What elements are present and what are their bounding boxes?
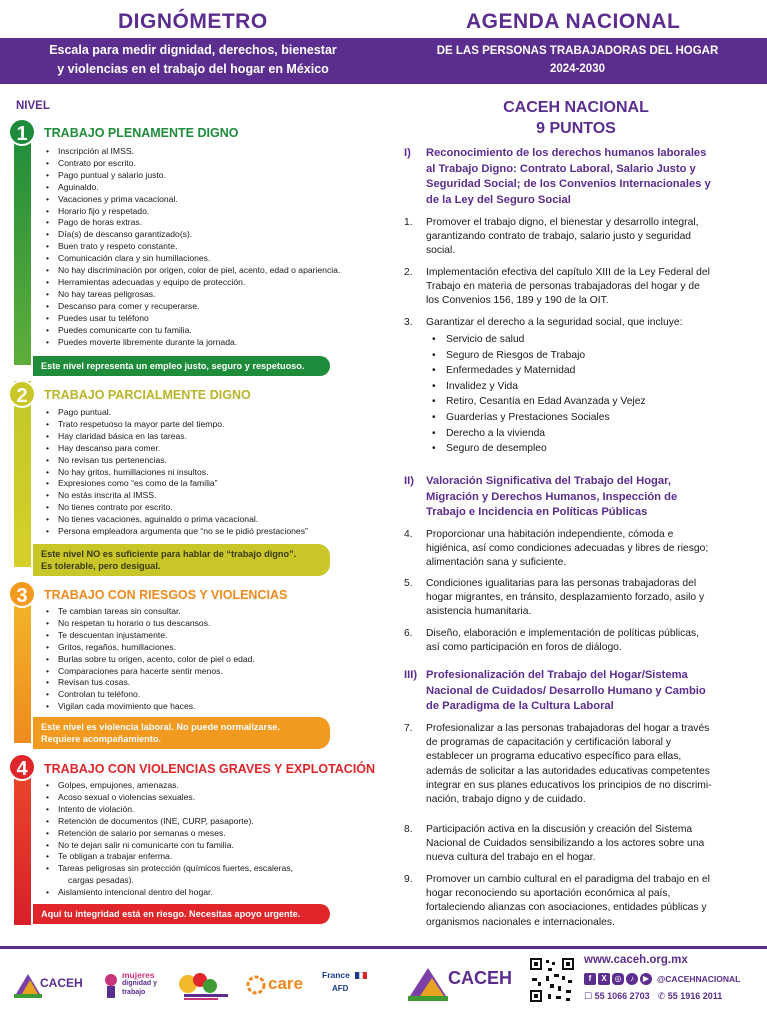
list-item: • Herramientas adecuadas y equipo de protección. [46,277,340,289]
list-item: • No estás inscrita al IMSS. [46,490,308,502]
level-2-bar [14,381,31,567]
list-item: • No revisan tus pertenencias. [46,455,308,467]
phone-icon: ☐ [584,991,595,1001]
agenda-point-5 [404,577,744,620]
point-number: 3. [404,317,413,328]
afd-logo-text: AFD [332,984,349,993]
social-icons [584,972,740,986]
list-item: • Acoso sexual o violencias sexuales. [46,792,293,804]
list-item: • Seguro de Riesgos de Trabajo [432,348,646,364]
list-item: • Persona empleadora argumenta que “no se le pidió prestaciones” [46,526,308,538]
list-item: • No te dejan salir ni comunicarte con tu familia. [46,840,293,852]
point-line: además de solicitar a las autoridades educativas competentes [426,765,710,777]
point-number: 6. [404,628,413,639]
list-item: • Gritos, regaños, humillaciones. [46,642,255,654]
list-item: • Revisan tus cosas. [46,677,255,689]
section-line: Seguridad Social; de los Convenios Internacionales y [426,178,711,191]
list-item: • Invalidez y Vida [432,379,646,395]
list-item: • Pago puntual. [46,407,308,419]
qr-code-icon[interactable] [528,956,576,1004]
point-line: Implementación efectiva del capítulo XIII de la Ley Federal del [426,267,710,278]
agenda-title: AGENDA NACIONAL [466,10,681,33]
list-item: • Descanso para comer y recuperarse. [46,301,340,313]
point-line: nueva cultura del trabajo en el hogar. [426,852,596,864]
level-2-number: 2 [8,380,36,408]
agenda-point-6 [404,627,744,655]
point-line: nación, trabajo digno y de cuidado. [426,794,586,806]
agenda-point-8 [404,823,744,866]
social-security-list [432,332,646,457]
point-number: 7. [404,723,413,734]
point-line: alimentación sana y suficiente. [426,557,567,569]
point-line: Garantizar el derecho a la seguridad social, que incluye: [426,317,683,328]
list-item: • Contrato por escrito. [46,158,340,170]
callout-line: Requiere acompañamiento. [41,734,161,744]
agenda-heading-2: 9 PUNTOS [536,120,616,137]
list-item: • Hay descanso para comer. [46,443,308,455]
point-number: 5. [404,578,413,589]
section-line: Nacional de Cuidados/ Desarrollo Humano y Cambio [426,684,706,697]
list-item: • Burlas sobre tu origen, acento, color de piel o edad. [46,654,255,666]
section-numeral: III) [404,669,418,681]
level-3-list [46,606,255,713]
list-item: • Te descuentan injustamente. [46,630,255,642]
list-item: • Te cambian tareas sin consultar. [46,606,255,618]
level-4-callout [33,904,330,924]
point-line: Diseño, elaboración e implementación de políticas públicas, [426,628,700,639]
point-line: así como participación en foros de diálogo. [426,642,622,654]
section-line: Trabajo e Incidencia en Políticas Públicas [426,506,648,519]
phone-1[interactable] [584,991,650,1002]
care-emblem-icon [246,975,266,995]
list-item: • No tienes contrato por escrito. [46,502,308,514]
footer-divider [0,946,767,949]
list-item: • Expresiones como “es como de la familia” [46,478,308,490]
list-item: • Puedes usar tu teléfono [46,313,340,325]
point-line: organismos nacionales e internacionales. [426,916,615,928]
level-2-callout [33,544,330,576]
agenda-point-9 [404,873,744,930]
instagram-icon[interactable]: ◎ [612,973,624,985]
list-item: • Vigilan cada movimiento que haces. [46,701,255,713]
list-item: • Hay claridad básica en las tareas. [46,431,308,443]
list-item: • Te obligan a trabajar enferma. [46,851,293,863]
list-item: • Puedes moverte libremente durante la jornada. [46,337,340,349]
top-titles [0,0,767,40]
phone-numbers [584,991,722,1002]
list-item: • Pago de horas extras. [46,217,340,229]
level-1-number: 1 [8,118,36,146]
level-4-number: 4 [8,753,36,781]
point-line: social. [426,245,456,257]
level-1-callout [33,356,330,376]
point-line: higiénica, así como condiciones adecuadas y libres de riesgo; [426,543,709,555]
caceh-logo-text: CACEH [448,968,513,988]
point-line: Nacional de Cuidados sensibilizando a los actores sobre una [426,838,705,850]
dignometro-subtitle-1: Escala para medir dignidad, derechos, bienestar [49,43,337,57]
list-item: • Día(s) de descanso garantizado(s). [46,229,340,241]
point-line: Promover un cambio cultural en el paradigma del trabajo en el [426,874,710,885]
list-item: • Retención de salario por semanas o meses. [46,828,293,840]
list-item: • No respetan tu horario o tus descansos. [46,618,255,630]
list-item: • Aislamiento intencional dentro del hogar. [46,887,293,899]
website-link[interactable]: www.caceh.org.mx [584,954,688,966]
point-line: Promover el trabajo digno, el bienestar y desarrollo integral, [426,217,699,228]
list-item: • Tareas peligrosas sin protección (químicos fuertes, escaleras, [46,863,293,875]
point-line: Profesionalizar a las personas trabajadoras del hogar a través [426,723,710,734]
list-item: • Servicio de salud [432,332,646,348]
list-item: • Pago puntual y salario justo. [46,170,340,182]
level-3-number: 3 [8,580,36,608]
mujeres-emblem-icon [102,972,120,998]
list-item: • Retención de documentos (INE, CURP, pasaporte). [46,816,293,828]
level-4-bar [14,759,31,925]
list-item: • Derecho a la vivienda [432,426,646,442]
level-1-title: TRABAJO PLENAMENTE DIGNO [44,126,239,140]
point-line: fortaleciendo alianzas con asociaciones, entidades públicas y [426,902,707,914]
mujeres-logo-line: dignidad y [122,980,157,987]
section-numeral: I) [404,147,411,159]
list-item: • Inscripción al IMSS. [46,146,340,158]
level-1-list [46,146,340,348]
point-line: asistencia humanitaria. [426,606,532,618]
level-4-title: TRABAJO CON VIOLENCIAS GRAVES Y EXPLOTACIÓN [44,762,376,776]
point-line: Trabajo en materia de personas trabajadoras del hogar y de [426,281,700,293]
list-item: • Retiro, Cesantía en Edad Avanzada y Vejez [432,394,646,410]
callout-line: Aquí tu integridad está en riesgo. Necesitas apoyo urgente. [41,909,301,919]
list-item: • Intento de violación. [46,804,293,816]
list-item: • No hay gritos, humillaciones ni insultos. [46,467,308,479]
care-logo [246,972,310,998]
callout-line: Este nivel es violencia laboral. No puede normalizarse. [41,722,280,732]
level-3-title: TRABAJO CON RIESGOS Y VIOLENCIAS [44,588,288,602]
section-line: Profesionalización del Trabajo del Hogar/Sistema [426,669,688,681]
x-twitter-icon[interactable]: X [598,973,610,985]
agenda-point-3 [404,316,744,330]
list-item: • Enfermedades y Maternidad [432,363,646,379]
point-line: hogar migrantes, en tránsito, desplazamiento forzado, asilo y [426,592,705,604]
callout-line: Este nivel representa un empleo justo, seguro y respetuoso. [41,361,305,371]
list-item: • Seguro de desempleo [432,441,646,457]
point-number: 2. [404,267,413,278]
list-item: • Comparaciones para hacerte sentir menos. [46,666,255,678]
section-line: de Paradigma de la Cultura Laboral [426,700,614,713]
section-line: Valoración Significativa del Trabajo del Hogar, [426,475,671,487]
header-banner [0,38,767,84]
section-line: Migración y Derechos Humanos, Inspección de [426,490,678,503]
level-3-callout [33,717,330,749]
level-4-list [46,780,293,899]
list-item: • Guarderías y Prestaciones Sociales [432,410,646,426]
level-2-title: TRABAJO PARCIALMENTE DIGNO [44,388,251,402]
list-item: • Buen trato y respeto constante. [46,241,340,253]
level-2-list [46,407,308,538]
phone-2[interactable] [658,991,723,1002]
section-line: Reconocimiento de los derechos humanos laborales [426,147,707,159]
mujeres-logo-line: mujeres [122,970,155,980]
point-line: Proporcionar una habitación independiente, cómoda e [426,529,674,540]
point-line: Participación activa en la discusión y creación del Sistema [426,824,693,835]
caceh-logo-text: CACEH [40,976,83,990]
youtube-icon[interactable]: ▶ [640,973,652,985]
social-handle[interactable]: @CACEHNACIONAL [657,974,741,984]
phone-2-text: 55 1916 2011 [667,991,723,1001]
section-numeral: II) [404,475,414,487]
section-III-title [404,668,740,715]
caceh-emblem-icon [408,964,448,1004]
point-line: los Convenios 156, 189 y 190 de la OIT. [426,295,609,307]
section-II-title [404,474,740,521]
partner-logo [178,966,236,1004]
point-number: 4. [404,529,413,540]
caceh-logo-large [408,960,518,1010]
list-item: • Comunicación clara y sin humillaciones. [46,253,340,265]
agenda-heading-1: CACEH NACIONAL [503,99,649,116]
list-item: • Vacaciones y prima vacacional. [46,194,340,206]
caceh-logo [14,968,84,1002]
point-number: 9. [404,874,413,885]
list-item: • No hay tareas peligrosas. [46,289,340,301]
nivel-label: NIVEL [16,100,50,112]
partner-emblem-icon [178,966,234,1002]
agenda-point-2 [404,266,744,309]
whatsapp-icon: ✆ [657,991,668,1001]
point-number: 1. [404,217,413,228]
callout-line: Es tolerable, pero desigual. [41,561,161,571]
tiktok-icon[interactable]: ♪ [626,973,638,985]
agenda-point-7 [404,722,744,807]
phone-1-text: 55 1066 2703 [594,991,650,1001]
point-line: Condiciones igualitarias para las personas trabajadoras del [426,578,697,589]
point-line: de programas de capacitación y certificación laboral y [426,737,671,749]
callout-line: Este nivel NO es suficiente para hablar de “trabajo digno”. [41,549,297,559]
agenda-point-1 [404,216,744,259]
section-line: al Trabajo Digno: Contrato Laboral, Salario Justo y [426,162,696,175]
dignometro-title: DIGNÓMETRO [118,10,268,33]
caceh-emblem-icon [14,970,42,1000]
list-item: • Controlan tu teléfono. [46,689,255,701]
point-number: 8. [404,824,413,835]
point-line: integrar en sus planes educativos los principios de no discrimi- [426,779,712,791]
france-logo-text: France [322,970,350,980]
list-item: • Aguinaldo. [46,182,340,194]
list-item: • Horario fijo y respetado. [46,206,340,218]
france-afd-logo [322,970,370,1004]
dignometro-subtitle-2: y violencias en el trabajo del hogar en México [57,62,329,76]
point-line: garantizando contrato de trabajo, salario justo y seguridad [426,231,692,243]
facebook-icon[interactable]: f [584,973,596,985]
section-line: de la Ley del Seguro Social [426,193,571,206]
flag-red [363,972,367,979]
list-item: • Golpes, empujones, amenazas. [46,780,293,792]
care-logo-text: care [268,974,303,993]
list-item: • No tienes vacaciones, aguinaldo o prima vacacional. [46,514,308,526]
mujeres-logo [102,966,168,1006]
mujeres-logo-line: trabajo [122,989,146,996]
agenda-point-4 [404,528,744,571]
level-1-bar [14,125,31,365]
list-item: • No hay discriminación por origen, color de piel, acento, edad o apariencia. [46,265,340,277]
list-item: • Puedes comunicarte con tu familia. [46,325,340,337]
agenda-subtitle-2: 2024-2030 [550,63,605,75]
agenda-subtitle-1: DE LAS PERSONAS TRABAJADORAS DEL HOGAR [436,45,719,57]
section-I-title [404,146,740,208]
point-line: hogar reconociendo su aportación económica al país, [426,888,671,900]
list-item: cargas pesadas). [68,875,134,886]
list-item: • Trato respetuoso la mayor parte del tiempo. [46,419,308,431]
point-line: establecer un programa educativo específico para ellas, [426,751,682,763]
